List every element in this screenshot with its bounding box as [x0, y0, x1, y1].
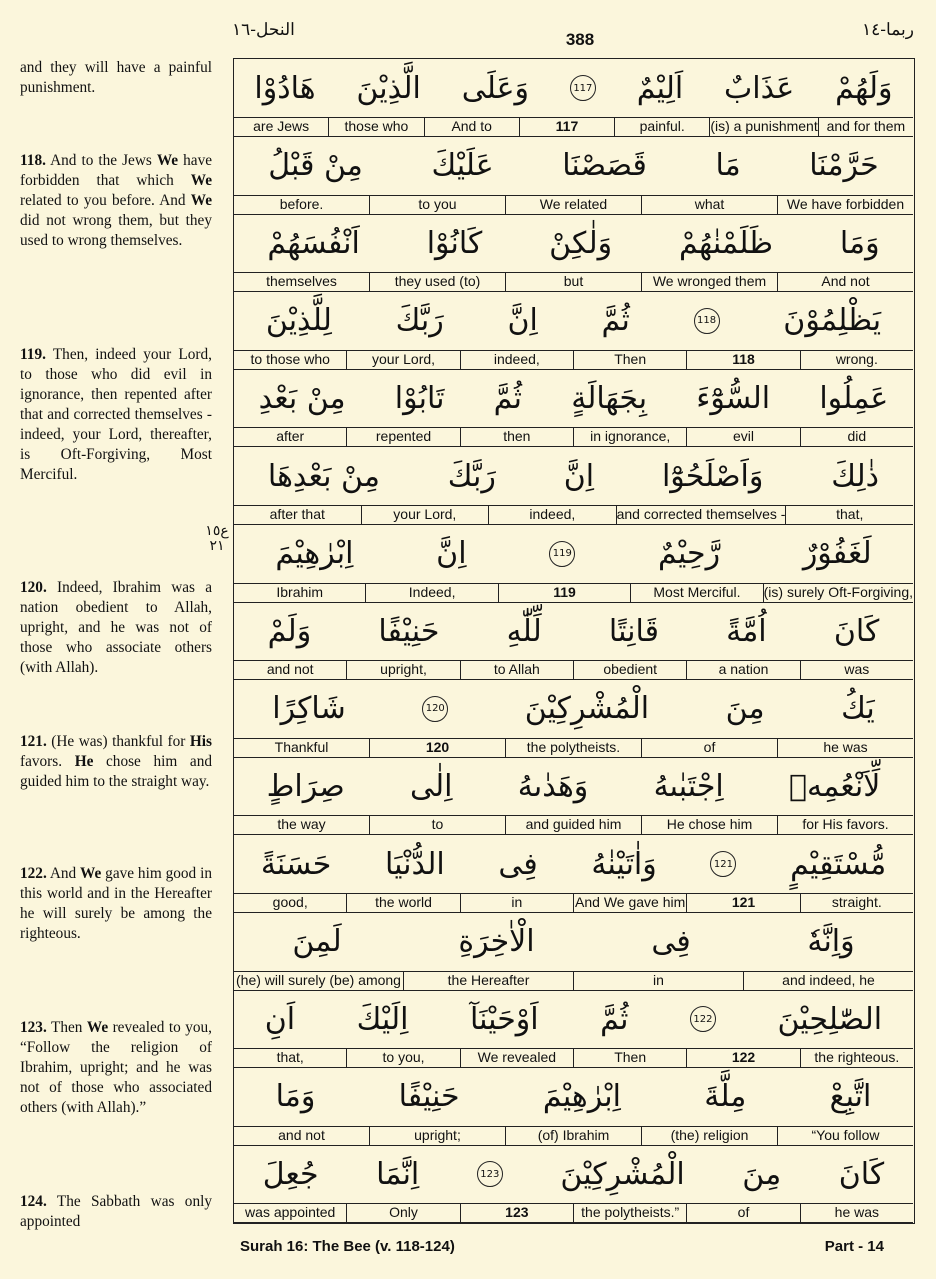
gloss-cell: after that — [269, 506, 325, 522]
english-gloss-line — [234, 815, 913, 835]
gloss-cell: the polytheists. — [505, 739, 641, 757]
arabic-word: مِنْ قَبْلُ — [268, 148, 363, 184]
gloss-cell: obedient — [573, 661, 686, 679]
gloss-cell: Only — [346, 1204, 459, 1222]
gloss-cell: and not — [278, 1126, 325, 1143]
translation-paragraph: 122. And We gave him good in this world and in the Hereafter he will surely be among the righteous. — [20, 865, 212, 942]
arabic-word: مِنْ بَعْدِهَا — [267, 458, 380, 494]
arabic-word: لِّاَنْعُمِهٖ — [788, 768, 881, 804]
gloss-cell: Thankful — [274, 738, 329, 755]
arabic-word: اَنِ — [264, 1001, 296, 1037]
gloss-cell: to you — [369, 196, 505, 214]
gloss-cell: And not — [777, 273, 913, 291]
arabic-word: اِنَّمَا — [376, 1156, 420, 1192]
translation-paragraph: 118. And to the Jews We have forbidden that which We related to you before. And We did not wrong them, but they used to wrong themselves. — [20, 152, 213, 249]
gloss-cell: that, — [276, 1049, 304, 1066]
arabic-word: كَانَ — [833, 613, 880, 649]
gloss-cell: he was — [777, 739, 913, 757]
english-gloss-line — [234, 893, 913, 913]
ayah-number-marker: 119 — [549, 541, 575, 567]
arabic-word: وَلَهُمْ — [835, 70, 893, 106]
arabic-word: فِى — [651, 924, 691, 960]
arabic-line — [234, 369, 913, 427]
gloss-cell: 121 — [686, 894, 799, 912]
gloss-cell: We have forbidden — [777, 196, 913, 214]
gloss-cell: We related — [505, 196, 641, 214]
gloss-cell: good, — [272, 894, 308, 910]
verse-row — [234, 680, 913, 758]
gloss-cell: 118 — [686, 351, 799, 369]
gloss-cell: the Hereafter — [403, 972, 573, 990]
english-gloss-line — [234, 350, 913, 370]
gloss-cell: in — [460, 894, 573, 912]
arabic-word: رَّحِيْمٌ — [658, 536, 721, 572]
gloss-cell: 122 — [686, 1049, 799, 1067]
arabic-word: ثُمَّ — [601, 303, 630, 339]
arabic-word: ثُمَّ — [493, 380, 522, 416]
translation-paragraph: 123. Then We revealed to you, “Follow the religion of Ibrahim, upright; and he was not of those who associated others (with Allah).” — [20, 1019, 212, 1116]
english-gloss-line — [234, 1203, 913, 1223]
gloss-cell: they used (to) — [369, 273, 505, 291]
arabic-word: اِبْرٰهِيْمَ — [275, 536, 354, 572]
gloss-cell: straight. — [800, 894, 913, 912]
verse-row — [234, 990, 913, 1068]
english-gloss-line — [234, 1126, 913, 1146]
arabic-word: الْمُشْرِكِيْنَ — [524, 691, 650, 727]
verse-row — [234, 447, 913, 525]
gloss-cell: those who — [328, 118, 423, 136]
arabic-word: ثُمَّ — [600, 1001, 629, 1037]
arabic-line — [234, 1145, 913, 1203]
gloss-cell: the polytheists.” — [573, 1204, 686, 1222]
gloss-cell: and indeed, he — [743, 972, 913, 990]
verse-row — [234, 1068, 913, 1146]
verse-row — [234, 137, 913, 215]
arabic-word: لَمِنَ — [292, 924, 342, 960]
gloss-cell: Most Merciful. — [630, 584, 762, 602]
gloss-cell: Then — [573, 351, 686, 369]
arabic-word: وَمَا — [275, 1079, 316, 1115]
arabic-word: عَمِلُوا — [819, 380, 889, 416]
gloss-cell: 120 — [369, 739, 505, 757]
gloss-cell: to — [369, 816, 505, 834]
gloss-cell: before. — [279, 195, 324, 212]
arabic-word: رَبَّكَ — [447, 458, 496, 494]
english-gloss-line — [234, 1048, 913, 1068]
arabic-word: السُّوْٓءَ — [696, 380, 771, 416]
arabic-word: هَادُوْا — [254, 70, 316, 106]
arabic-word: الَّذِيْنَ — [356, 70, 421, 106]
gloss-cell: upright; — [369, 1127, 505, 1145]
gloss-cell: the way — [277, 816, 326, 833]
gloss-cell: We wronged them — [641, 273, 777, 291]
gloss-cell: Ibrahim — [276, 583, 324, 600]
arabic-word: وَعَلَى — [461, 70, 530, 106]
arabic-word: لِلَّذِيْنَ — [265, 303, 332, 339]
gloss-cell: did — [800, 428, 913, 446]
arabic-word: اِجْتَبٰىهُ — [653, 768, 724, 804]
gloss-cell: themselves — [266, 273, 337, 290]
gloss-cell: Indeed, — [365, 584, 497, 602]
translation-paragraph: and they will have a painful punishment. — [20, 59, 212, 96]
ayah-number-marker: 117 — [570, 75, 596, 101]
english-gloss-line — [234, 505, 913, 525]
arabic-word: الْمُشْرِكِيْنَ — [560, 1156, 685, 1192]
gloss-cell: painful. — [614, 118, 709, 136]
arabic-word: اِلَيْكَ — [356, 1001, 409, 1037]
arabic-line — [234, 214, 913, 272]
gloss-cell: what — [641, 196, 777, 214]
arabic-word: اِنَّ — [563, 458, 595, 494]
gloss-cell: And We gave him — [573, 894, 686, 912]
arabic-line — [234, 835, 913, 893]
arabic-word: جُعِلَ — [262, 1156, 319, 1192]
gloss-cell: He chose him — [641, 816, 777, 834]
verse-row — [234, 369, 913, 447]
gloss-cell: Then — [573, 1049, 686, 1067]
arabic-word: مِنْ بَعْدِ — [258, 380, 346, 416]
verse-row — [234, 835, 913, 913]
gloss-cell: (he) will surely (be) among — [236, 971, 401, 988]
arabic-word: عَلَيْكَ — [431, 148, 494, 184]
arabic-word: بِجَهَالَةٍ — [571, 380, 648, 416]
gloss-cell: (is) a punishment — [710, 118, 818, 134]
arabic-word: اِنَّ — [436, 536, 467, 572]
arabic-word: حَرَّمْنَا — [809, 148, 879, 184]
gloss-cell: was — [800, 661, 913, 679]
gloss-cell: then — [460, 428, 573, 446]
arabic-word: كَانُوْا — [426, 225, 483, 261]
gloss-cell: to Allah — [460, 661, 573, 679]
verse-row — [234, 1145, 913, 1223]
arabic-word: شَاكِرًا — [272, 691, 346, 727]
gloss-cell: wrong. — [800, 351, 913, 369]
ayah-number-marker: 118 — [694, 308, 720, 334]
gloss-cell: your Lord, — [346, 351, 459, 369]
surah-name-arabic: النحل-١٦ — [232, 20, 295, 40]
gloss-cell: for His favors. — [777, 816, 913, 834]
verse-row — [234, 913, 913, 991]
arabic-word: وَاَصْلَحُوْٓا — [661, 458, 764, 494]
ayah-number-marker: 120 — [422, 696, 448, 722]
gloss-cell: “You follow — [777, 1127, 913, 1145]
arabic-word: وَلَمْ — [267, 613, 312, 649]
english-gloss-line — [234, 427, 913, 447]
arabic-word: قَانِتًا — [608, 613, 659, 649]
gloss-cell: to those who — [250, 350, 330, 367]
gloss-cell: upright, — [346, 661, 459, 679]
arabic-word: الْاٰخِرَةِ — [458, 924, 535, 960]
arabic-word: وَاٰتَيْنٰهُ — [591, 846, 657, 882]
arabic-word: ظَلَمْنٰهُمْ — [679, 225, 774, 261]
arabic-word: الصّٰلِحِيْنَ — [777, 1001, 883, 1037]
arabic-word: اتَّبِعْ — [829, 1079, 872, 1115]
surah-title: Surah 16: The Bee (v. 118-124) — [240, 1238, 455, 1255]
arabic-line — [234, 602, 913, 660]
gloss-cell: was appointed — [245, 1204, 336, 1221]
arabic-line — [234, 990, 913, 1048]
gloss-cell: a nation — [686, 661, 799, 679]
gloss-cell: but — [505, 273, 641, 291]
english-gloss-line — [234, 117, 913, 137]
gloss-cell: are Jews — [253, 118, 310, 134]
arabic-line — [234, 680, 913, 738]
arabic-word: حَنِيْفًا — [398, 1079, 460, 1115]
arabic-line — [234, 525, 913, 583]
gloss-cell: and guided him — [505, 816, 641, 834]
verse-row — [234, 292, 913, 370]
gloss-cell: 117 — [519, 118, 614, 136]
arabic-line — [234, 913, 913, 971]
arabic-word: تَابُوْا — [394, 380, 445, 416]
verse-row — [234, 214, 913, 292]
arabic-word: عَذَابٌ — [724, 70, 795, 106]
ayah-number-marker: 121 — [710, 851, 736, 877]
gloss-cell: after — [276, 428, 305, 445]
gloss-cell: your Lord, — [361, 506, 489, 524]
arabic-word: اُمَّةً — [726, 613, 767, 649]
arabic-word: صِرَاطٍ — [266, 768, 345, 804]
gloss-cell: of — [641, 739, 777, 757]
english-gloss-line — [234, 738, 913, 758]
arabic-word: الدُّنْيَا — [384, 846, 445, 882]
arabic-word: اِلٰى — [410, 768, 453, 804]
gloss-cell: We revealed — [460, 1049, 573, 1067]
gloss-cell: indeed, — [488, 506, 616, 524]
gloss-cell: in — [573, 972, 743, 990]
arabic-word: يَكُ — [841, 691, 875, 727]
juz-name-arabic: ربما-١٤ — [862, 20, 914, 40]
gloss-cell: in ignorance, — [573, 428, 686, 446]
arabic-word: كَانَ — [838, 1156, 885, 1192]
arabic-word: حَنِيْفًا — [378, 613, 440, 649]
gloss-cell: (of) Ibrahim — [505, 1127, 641, 1145]
gloss-cell: and corrected themselves - — [616, 506, 786, 522]
gloss-cell: and not — [266, 661, 314, 678]
verse-row — [234, 525, 913, 603]
arabic-word: وَاِنَّهٗ — [807, 924, 855, 960]
english-gloss-line — [234, 272, 913, 292]
arabic-line — [234, 292, 913, 350]
arabic-word: وَهَدٰىهُ — [517, 768, 589, 804]
gloss-cell: and for them — [818, 118, 913, 136]
english-gloss-line — [234, 195, 913, 215]
translation-paragraph: 121. (He was) thankful for His favors. He chose him and guided him to the straight way. — [20, 733, 212, 790]
gloss-cell: he was — [800, 1204, 913, 1222]
gloss-cell: repented — [346, 428, 459, 446]
english-gloss-line — [234, 660, 913, 680]
arabic-line — [234, 1068, 913, 1126]
arabic-word: مَا — [715, 148, 741, 184]
arabic-line — [234, 59, 913, 117]
gloss-cell: (the) religion — [641, 1127, 777, 1145]
english-gloss-line — [234, 583, 913, 603]
gloss-cell: evil — [686, 428, 799, 446]
word-by-word-grid — [233, 58, 915, 1224]
translation-paragraph: 119. Then, indeed your Lord, to those who did evil in ignorance, then repented after that and corrected themselves - indeed, your Lord, thereafter, is Oft-Forgiving, Most Merciful. — [20, 346, 212, 483]
arabic-line — [234, 137, 913, 195]
arabic-line — [234, 757, 913, 815]
verse-row — [234, 602, 913, 680]
gloss-cell: 123 — [460, 1204, 573, 1222]
arabic-word: مِنَ — [725, 691, 765, 727]
arabic-word: فِى — [498, 846, 538, 882]
arabic-word: حَسَنَةً — [260, 846, 332, 882]
gloss-cell: that, — [785, 506, 913, 524]
verse-row — [234, 757, 913, 835]
arabic-word: ذٰلِكَ — [831, 458, 880, 494]
gloss-cell: 119 — [498, 584, 630, 602]
ayah-number-marker: 123 — [477, 1161, 503, 1187]
arabic-word: مُّسْتَقِيْمٍ — [790, 846, 887, 882]
ayah-number-marker: 122 — [690, 1006, 716, 1032]
gloss-cell: the righteous. — [800, 1049, 913, 1067]
arabic-word: مِلَّةَ — [704, 1079, 747, 1115]
arabic-word: وَمَا — [839, 225, 880, 261]
arabic-word: يَظْلِمُوْنَ — [783, 303, 882, 339]
gloss-cell: indeed, — [460, 351, 573, 369]
arabic-word: وَلٰكِنْ — [549, 225, 613, 261]
arabic-word: اَوْحَيْنَآ — [469, 1001, 539, 1037]
arabic-word: رَبَّكَ — [395, 303, 444, 339]
gloss-cell: the world — [346, 894, 459, 912]
translation-paragraph: 120. Indeed, Ibrahim was a nation obedient to Allah, upright, and he was not of those who associate others (with Allah). — [20, 579, 212, 676]
arabic-word: اِنَّ — [507, 303, 538, 339]
arabic-word: لِّلّٰهِ — [506, 613, 542, 649]
gloss-cell: to you, — [346, 1049, 459, 1067]
rub-marker: ع١٥ ٢١ — [205, 523, 229, 554]
arabic-word: اَنْفُسَهُمْ — [267, 225, 360, 261]
arabic-word: لَغَفُوْرٌ — [802, 536, 872, 572]
arabic-word: قَصَصْنَا — [562, 148, 647, 184]
arabic-line — [234, 447, 913, 505]
part-number: Part - 14 — [824, 1238, 884, 1255]
verse-row — [234, 59, 913, 137]
arabic-word: اَلِيْمٌ — [636, 70, 684, 106]
gloss-cell: (is) surely Oft-Forgiving, — [763, 583, 913, 600]
translation-paragraph: 124. The Sabbath was only appointed — [20, 1193, 212, 1230]
page-number: 388 — [565, 30, 595, 49]
arabic-word: اِبْرٰهِيْمَ — [542, 1079, 621, 1115]
gloss-cell: of — [686, 1204, 799, 1222]
gloss-cell: And to — [424, 118, 519, 136]
arabic-word: مِنَ — [742, 1156, 782, 1192]
english-gloss-line — [234, 971, 913, 991]
